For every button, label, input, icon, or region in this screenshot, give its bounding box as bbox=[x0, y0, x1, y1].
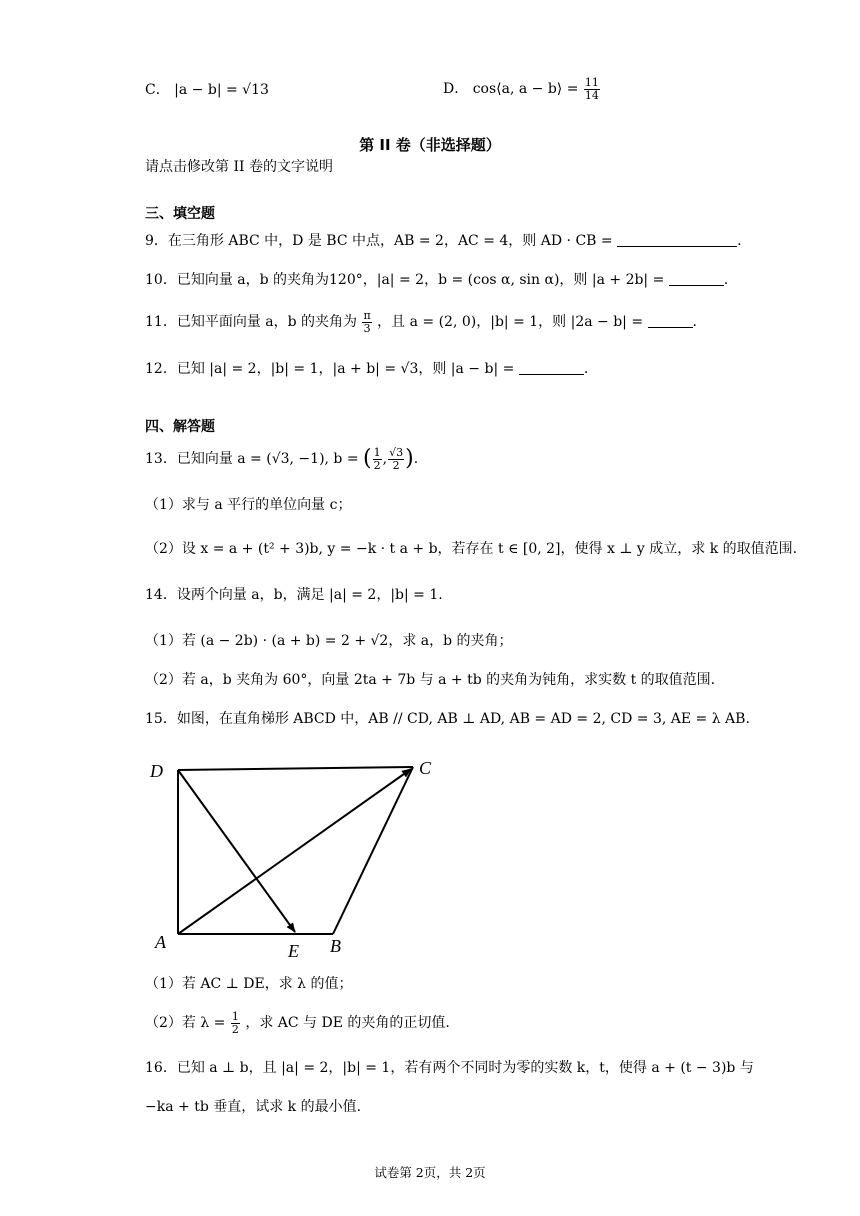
label-C: C bbox=[419, 758, 432, 778]
q11-numerator: π bbox=[363, 308, 371, 322]
label-A: A bbox=[155, 932, 166, 952]
q13-text: 13．已知向量 a = (√3, −1), b = bbox=[145, 451, 359, 467]
q15-part2-pre: （2）若 λ = bbox=[145, 1015, 226, 1031]
q13-part2: （2）设 x = a + (t² + 3)b, y = −k · t a + b，若存在 t ∈ [0, 2]，使得 x ⊥ y 成立，求 k 的取值范围. bbox=[145, 541, 798, 557]
q14-part2: （2）若 a，b 夹角为 60°，向量 2ta + 7b 与 a + tb 的夹角为钝角，求实数 t 的取值范围. bbox=[145, 672, 716, 688]
q15-lambda-fraction bbox=[231, 1011, 240, 1036]
q13-part1: （1）求与 a 平行的单位向量 c； bbox=[145, 497, 352, 513]
trapezoid-figure bbox=[145, 750, 455, 970]
q15-lambda-num: 1 bbox=[231, 1009, 239, 1023]
question-16-line2: −ka + tb 垂直，试求 k 的最小值. bbox=[145, 1099, 362, 1115]
label-B: B bbox=[330, 936, 341, 956]
question-13: 13．已知向量 a = (√3, −1), b = ( $\frac{1}{2}$ , $\frac{√3}{2}$ ). bbox=[145, 445, 419, 472]
question-16-line1: 16．已知 a ⊥ b，且 |a| = 2，|b| = 1，若有两个不同时为零的实数 k，t，使得 a + (t − 3)b 与 bbox=[145, 1060, 754, 1076]
vector-AC bbox=[178, 769, 411, 934]
option-d-fraction bbox=[584, 77, 600, 102]
q13-fraction-1 bbox=[373, 447, 382, 472]
option-c-label: C． bbox=[145, 82, 170, 98]
q15-part2 bbox=[145, 1008, 450, 1038]
part2-title: 第 II 卷（非选择题） bbox=[359, 136, 501, 154]
q11-text-pre: 11．已知平面向量 a，b 的夹角为 bbox=[145, 314, 358, 330]
q12-answer-blank[interactable] bbox=[519, 360, 584, 375]
option-d-denominator: 14 bbox=[584, 88, 599, 102]
edge-BC bbox=[333, 767, 413, 934]
label-D: D bbox=[150, 761, 163, 781]
q9-answer-blank[interactable] bbox=[617, 232, 737, 247]
q11-fraction bbox=[362, 310, 371, 335]
q10-answer-blank[interactable] bbox=[669, 271, 724, 286]
q14-part1: （1）若 (a − 2b) · (a + b) = 2 + √2，求 a，b 的夹角； bbox=[145, 633, 513, 649]
q10-text: 10．已知向量 a，b 的夹角为120°，|a| = 2，b = (cos α, sin α)，则 |a + 2b| = bbox=[145, 272, 665, 288]
section3-heading: 三、填空题 bbox=[145, 206, 215, 222]
q13-f1-den: 2 bbox=[373, 458, 381, 472]
question-9: 9．在三角形 ABC 中，D 是 BC 中点，AB = 2，AC = 4，则 AD · CB = . bbox=[145, 233, 742, 249]
q15-lambda-den: 2 bbox=[231, 1022, 239, 1036]
option-c-expr: |a − b| = √13 bbox=[174, 82, 269, 98]
vector-DE bbox=[178, 770, 295, 932]
question-10: 10．已知向量 a，b 的夹角为120°，|a| = 2，b = (cos α, sin α)，则 |a + 2b| = . bbox=[145, 272, 729, 288]
option-d bbox=[443, 74, 601, 104]
option-d-numerator: 11 bbox=[584, 75, 599, 89]
q15-part2-post: ，求 AC 与 DE 的夹角的正切值. bbox=[245, 1015, 450, 1031]
q11-text-post: ，且 a = (2, 0)，|b| = 1，则 |2a − b| = bbox=[377, 314, 644, 330]
question-11: 11．已知平面向量 a，b 的夹角为 $\frac{\pi}{3}$ ，且 a = (2, 0)，|b| = 1，则 |2a − b| = . bbox=[145, 308, 697, 335]
q13-f2-num: √3 bbox=[389, 445, 404, 459]
q11-denominator: 3 bbox=[363, 321, 371, 335]
label-E: E bbox=[288, 941, 299, 961]
edge-DC bbox=[178, 767, 413, 770]
q13-f2-den: 2 bbox=[392, 458, 400, 472]
q13-f1-num: 1 bbox=[373, 445, 381, 459]
question-12: 12．已知 |a| = 2，|b| = 1，|a + b| = √3，则 |a − b| = . bbox=[145, 361, 589, 377]
question-15: 15．如图，在直角梯形 ABCD 中，AB // CD, AB ⊥ AD, AB = AD = 2, CD = 3, AE = λ AB. bbox=[145, 711, 750, 727]
question-14: 14．设两个向量 a，b，满足 |a| = 2，|b| = 1. bbox=[145, 587, 443, 603]
option-d-expr: cos⟨a, a − b⟩ = bbox=[472, 81, 579, 97]
q12-text: 12．已知 |a| = 2，|b| = 1，|a + b| = √3，则 |a − b| = bbox=[145, 361, 515, 377]
option-c bbox=[145, 80, 269, 100]
page-footer: 试卷第 2页，共 2页 bbox=[374, 1165, 486, 1180]
q11-answer-blank[interactable] bbox=[648, 313, 693, 328]
q13-fraction-2 bbox=[388, 447, 404, 472]
q9-text: 9．在三角形 ABC 中，D 是 BC 中点，AB = 2，AC = 4，则 AD · CB = bbox=[145, 233, 613, 249]
section4-heading: 四、解答题 bbox=[145, 419, 215, 435]
part2-note[interactable]: 请点击修改第 II 卷的文字说明 bbox=[145, 159, 333, 175]
q15-part1: （1）若 AC ⊥ DE，求 λ 的值； bbox=[145, 976, 353, 992]
option-d-label: D． bbox=[443, 81, 469, 97]
